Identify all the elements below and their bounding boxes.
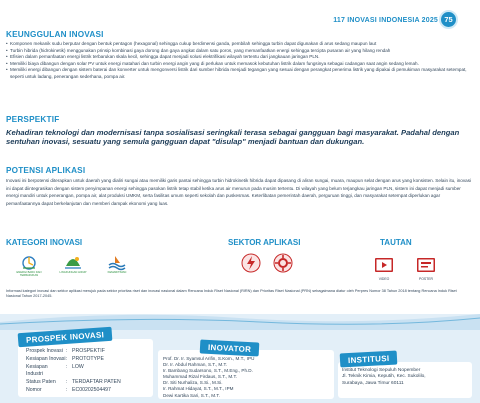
potensi-text: Inovasi ini berpotensi diterapkan untuk daerah yang dialiri sungai atau memiliki garis pantai sehingga turbin hidrokinetik hibrida dapat dipasang di aliran sungai, muara, maupun selat dengan arus yang konsisten. Selain itu, inovasi ini dapat diintegrasikan dengan sistem penyimpanan energi sehingga pasokan listrik tetap stabil ketika arus air menurun pada musim tertentu. Di wilayah yang belum terjangkau jaringan PLN, sistem ini dapat menjadi sumber energi mandiri untuk penerangan, pompa air, alat produksi UMKM, serta fasilitas umum seperti sekolah dan puskesmas. Keterlibatan pemerintah daerah, perguruan tinggi, dan masyarakat setempat diperlukan agar pemanfaatannya dapat berkelanjutan dan memberi dampak ekonomi yang luas. bbox=[6, 178, 472, 206]
video-link[interactable] bbox=[370, 255, 398, 281]
kv-separator: : bbox=[66, 363, 68, 370]
prospek-row bbox=[26, 379, 144, 387]
poster-link-icon[interactable] bbox=[415, 255, 437, 277]
prospek-value: EC00202504497 bbox=[72, 386, 111, 393]
poster-link-label[interactable]: POSTER bbox=[419, 277, 433, 281]
prospek-row bbox=[26, 348, 144, 356]
kv-separator: : bbox=[66, 355, 68, 362]
sektor-industry bbox=[272, 252, 294, 279]
perspektif-heading: PERSPEKTIF bbox=[6, 115, 60, 124]
kv-separator: : bbox=[66, 386, 68, 393]
tautan-icons bbox=[370, 255, 440, 281]
prospek-row bbox=[26, 387, 144, 395]
industry-sector-icon bbox=[272, 252, 294, 274]
institusi-line: Institut Teknologi Sepuluh Nopember bbox=[342, 368, 421, 373]
prospek-value: PROTOTYPE bbox=[72, 355, 104, 362]
prospek-value: TERDAFTAR PATEN bbox=[72, 379, 121, 386]
band-ribbon bbox=[0, 308, 480, 330]
keunggulan-item: • Memiliki biaya dibangun dengan solar PV untuk energi matahari dan turbin energi angin yang di perlukan untuk memasok kebutuhan listrik dalam fungsinya sebagai cadangan saat angin sedang lemah. bbox=[6, 61, 472, 68]
tautan-heading: TAUTAN bbox=[380, 238, 412, 247]
inovator-line: Ir. Bambang Sudarsono, S.T., M.Eng., Ph.D. bbox=[163, 368, 253, 374]
kv-separator: : bbox=[66, 348, 68, 354]
inovator-line: Dewi Kartika Sari, S.T., M.T. bbox=[163, 392, 220, 398]
prospek-value: PROSPEKTIF bbox=[72, 348, 105, 354]
prospek-key: Status Paten bbox=[26, 379, 56, 386]
sektor-energy bbox=[240, 252, 262, 279]
inovator-line: Dr. Siti Nurhaliza, S.Si., M.Si. bbox=[163, 380, 223, 386]
category-label: LINGKUNGAN HIDUP bbox=[59, 271, 87, 274]
page-number-badge: 75 bbox=[439, 10, 458, 29]
inovator-line: Ir. Rahmat Hidayat, S.T., M.T., IPM bbox=[163, 386, 234, 392]
kv-separator: : bbox=[66, 379, 68, 386]
maritime-icon bbox=[107, 254, 127, 271]
inovator-list bbox=[163, 356, 333, 399]
keunggulan-heading: KEUNGGULAN INOVASI bbox=[6, 30, 104, 39]
prospek-row bbox=[26, 364, 144, 380]
institusi-tag: INSTITUSI bbox=[340, 351, 398, 368]
prospek-key: Kesiapan Industri bbox=[26, 363, 48, 378]
energy-sector-icon bbox=[240, 252, 262, 274]
keunggulan-item: • Efisien dalam pemanfaatan energi listrik terbarukan skala kecil, sehingga dapat menjadi solusi elektrifikasi wilayah tertentu dari jangkauan jaringan PLN. bbox=[6, 54, 472, 61]
potensi-heading: POTENSI APLIKASI bbox=[6, 166, 86, 175]
header-title: 117 INOVASI INDONESIA 2025 bbox=[333, 17, 438, 24]
prospek-value: LOW bbox=[72, 363, 84, 370]
inovator-tag: INOVATOR bbox=[200, 339, 260, 356]
keunggulan-item: • Memiliki energi dibangun dengan sistem baterai dan konverter untuk mengonversi listrik dari sumber hibrida menjadi tegangan yang sesuai dengan perangkat penerima listrik yang dipakai di pemukiman masyarakat setempat, seperti untuk ladang, penerangan sederhana, pompa air. bbox=[6, 67, 472, 80]
keunggulan-item: • Komponen mekanik sudu berputar dengan bentuk pentagon (hexagonal) sehingga cukup berdimensi ganda, pembilah sehingga turbin dapat digunakan di arus sedang maupun laut bbox=[6, 41, 472, 48]
prospek-table bbox=[26, 348, 144, 395]
inovator-line: Muhammad Rizal Firdaus, S.T., M.T. bbox=[163, 374, 238, 380]
video-link-icon[interactable] bbox=[373, 255, 395, 277]
institusi-line: Jl. Teknik Kimia, Keputih, Kec. Sukolilo, bbox=[342, 374, 426, 380]
environment-icon bbox=[63, 254, 83, 271]
category-maritime bbox=[98, 254, 136, 280]
keunggulan-item: • Turbin hibrida (hidrokinetik) menggunakan prinsip kombinasi gaya dorong dan gaya angkat dalam satu poros, yang memanfaatkan energi sehingga tercipta pusaran air yang hilang rendah bbox=[6, 48, 472, 55]
category-label: ENERGI BARU DAN TERBARUKAN bbox=[16, 271, 42, 277]
prospek-key: Prospek Inovasi bbox=[26, 348, 63, 354]
sektor-heading: SEKTOR APLIKASI bbox=[228, 238, 301, 247]
category-energy bbox=[10, 254, 48, 280]
video-link-label[interactable]: VIDEO bbox=[378, 277, 390, 281]
inovator-line: Prof. Dr. Ir. Syamsul Arifin, S.Kom., M.T., IPU bbox=[163, 356, 255, 361]
prospek-key: Kesiapan Inovasi bbox=[26, 355, 66, 362]
institusi-address bbox=[342, 368, 470, 387]
kategori-icons bbox=[10, 254, 136, 280]
institusi-line: Surabaya, Jawa Timur 60111 bbox=[342, 380, 404, 386]
prospek-row bbox=[26, 356, 144, 364]
poster-link[interactable] bbox=[412, 255, 440, 281]
prospek-key: Nomor bbox=[26, 386, 42, 393]
energy-icon bbox=[19, 254, 39, 271]
category-environment bbox=[54, 254, 92, 280]
prospek-tag: PROSPEK INOVASI bbox=[18, 327, 113, 348]
perspektif-text: Kehadiran teknologi dan modernisasi tanpa sosialisasi seringkali terasa sebagai gangguan bagi masyarakat. Padahal dengan sentuhan inovasi, sesuatu yang semula gangguan dapat "disulap" menjadi bantuan dan dukungan. bbox=[6, 128, 460, 147]
keunggulan-list bbox=[6, 41, 472, 81]
kategori-heading: KATEGORI INOVASI bbox=[6, 238, 83, 247]
footnote: Informasi kategori inovasi dan sektor aplikasi merujuk pada sektor prioritas riset dan inovasi nasional dalam Rencana Induk Riset Nasional (RIRN) dan Prioritas Riset Nasional (PRN) sebagaimana diatur oleh Perpres Nomor 38 Tahun 2018 tentang Rencana Induk Riset Nasional Tahun 2017-2045. bbox=[6, 289, 457, 299]
sektor-icons bbox=[240, 252, 294, 279]
category-label: KEMARITIMAN bbox=[107, 271, 127, 274]
inovator-line: Dr. Ir. Abdul Rahman, S.T., M.T. bbox=[163, 362, 228, 368]
